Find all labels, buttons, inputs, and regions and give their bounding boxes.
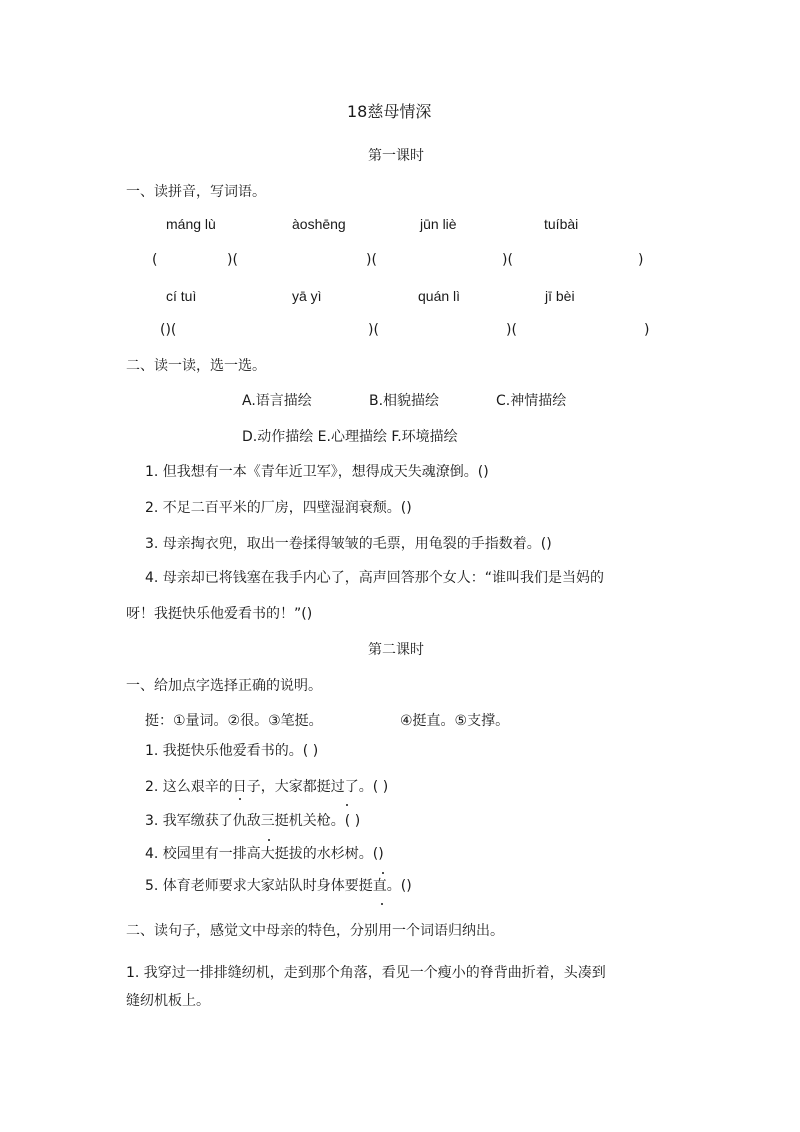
answer-bracket: )( bbox=[506, 322, 517, 338]
pinyin-item: quán lì bbox=[418, 288, 461, 304]
option-c: C.神情描绘 bbox=[496, 393, 567, 409]
lesson1-heading: 第一课时 bbox=[368, 148, 424, 164]
question-item-cont: 呀！我挺快乐他爱看书的！”() bbox=[126, 606, 313, 622]
emphasis-dot bbox=[346, 804, 348, 806]
passage-line: 1. 我穿过一排排缝纫机，走到那个角落，看见一个瘦小的脊背曲折着，头凑到 bbox=[126, 965, 606, 981]
section-title: 一、读拼音，写词语。 bbox=[126, 184, 266, 200]
answer-bracket: ) bbox=[644, 322, 650, 338]
answer-bracket: )( bbox=[227, 252, 238, 268]
option-a: A.语言描绘 bbox=[242, 393, 312, 409]
passage-line: 缝纫机板上。 bbox=[126, 993, 210, 1009]
question-item: 3. 母亲掏衣兜，取出一卷揉得皱皱的毛票，用龟裂的手指数着。() bbox=[145, 536, 552, 552]
question-item: 4. 校园里有一排高大挺拔的水杉树。() bbox=[145, 846, 384, 862]
definitions-b: ④挺直。⑤支撑。 bbox=[400, 713, 510, 729]
emphasis-dot bbox=[268, 839, 270, 841]
section-title: 二、读一读，选一选。 bbox=[126, 358, 266, 374]
pinyin-item: jūn liè bbox=[420, 216, 457, 232]
pinyin-item: jī bèi bbox=[545, 288, 575, 304]
answer-bracket: ( bbox=[152, 252, 158, 268]
definitions: 挺：①量词。②很。③笔挺。 bbox=[145, 713, 323, 729]
emphasis-dot bbox=[239, 798, 241, 800]
options-def: D.动作描绘 E.心理描绘 F.环境描绘 bbox=[242, 429, 458, 445]
pinyin-item: tuíbài bbox=[544, 216, 579, 232]
section-title: 一、给加点字选择正确的说明。 bbox=[126, 678, 322, 694]
answer-bracket: )( bbox=[502, 252, 513, 268]
question-item: 2. 这么艰辛的日子，大家都挺过了。( ) bbox=[145, 779, 389, 795]
question-item: 1. 我挺快乐他爱看书的。( ) bbox=[145, 743, 319, 759]
emphasis-dot bbox=[381, 903, 383, 905]
pinyin-item: àoshēng bbox=[292, 216, 346, 232]
answer-bracket: )( bbox=[368, 322, 379, 338]
option-b: B.相貌描绘 bbox=[369, 393, 440, 409]
page-title: 18慈母情深 bbox=[347, 102, 432, 121]
pinyin-item: máng lù bbox=[166, 216, 216, 232]
question-item: 1. 但我想有一本《青年近卫军》，想得成天失魂潦倒。() bbox=[145, 464, 489, 480]
section-title: 二、读句子，感觉文中母亲的特色，分别用一个词语归纳出。 bbox=[126, 923, 504, 939]
lesson2-heading: 第二课时 bbox=[368, 642, 424, 658]
answer-bracket: )( bbox=[366, 252, 377, 268]
emphasis-dot bbox=[382, 872, 384, 874]
question-item: 4. 母亲却已将钱塞在我手内心了，高声回答那个女人：“谁叫我们是当妈的 bbox=[145, 570, 605, 586]
answer-bracket: ) bbox=[638, 252, 644, 268]
pinyin-item: cí tuì bbox=[166, 288, 197, 304]
pinyin-item: yā yì bbox=[292, 288, 322, 304]
question-item: 5. 体育老师要求大家站队时身体要挺直。() bbox=[145, 878, 412, 894]
answer-bracket: ()( bbox=[160, 322, 177, 338]
question-item: 2. 不足二百平米的厂房，四壁湿润衰颓。() bbox=[145, 500, 412, 516]
question-item: 3. 我军缴获了仇敌三挺机关枪。( ) bbox=[145, 813, 361, 829]
